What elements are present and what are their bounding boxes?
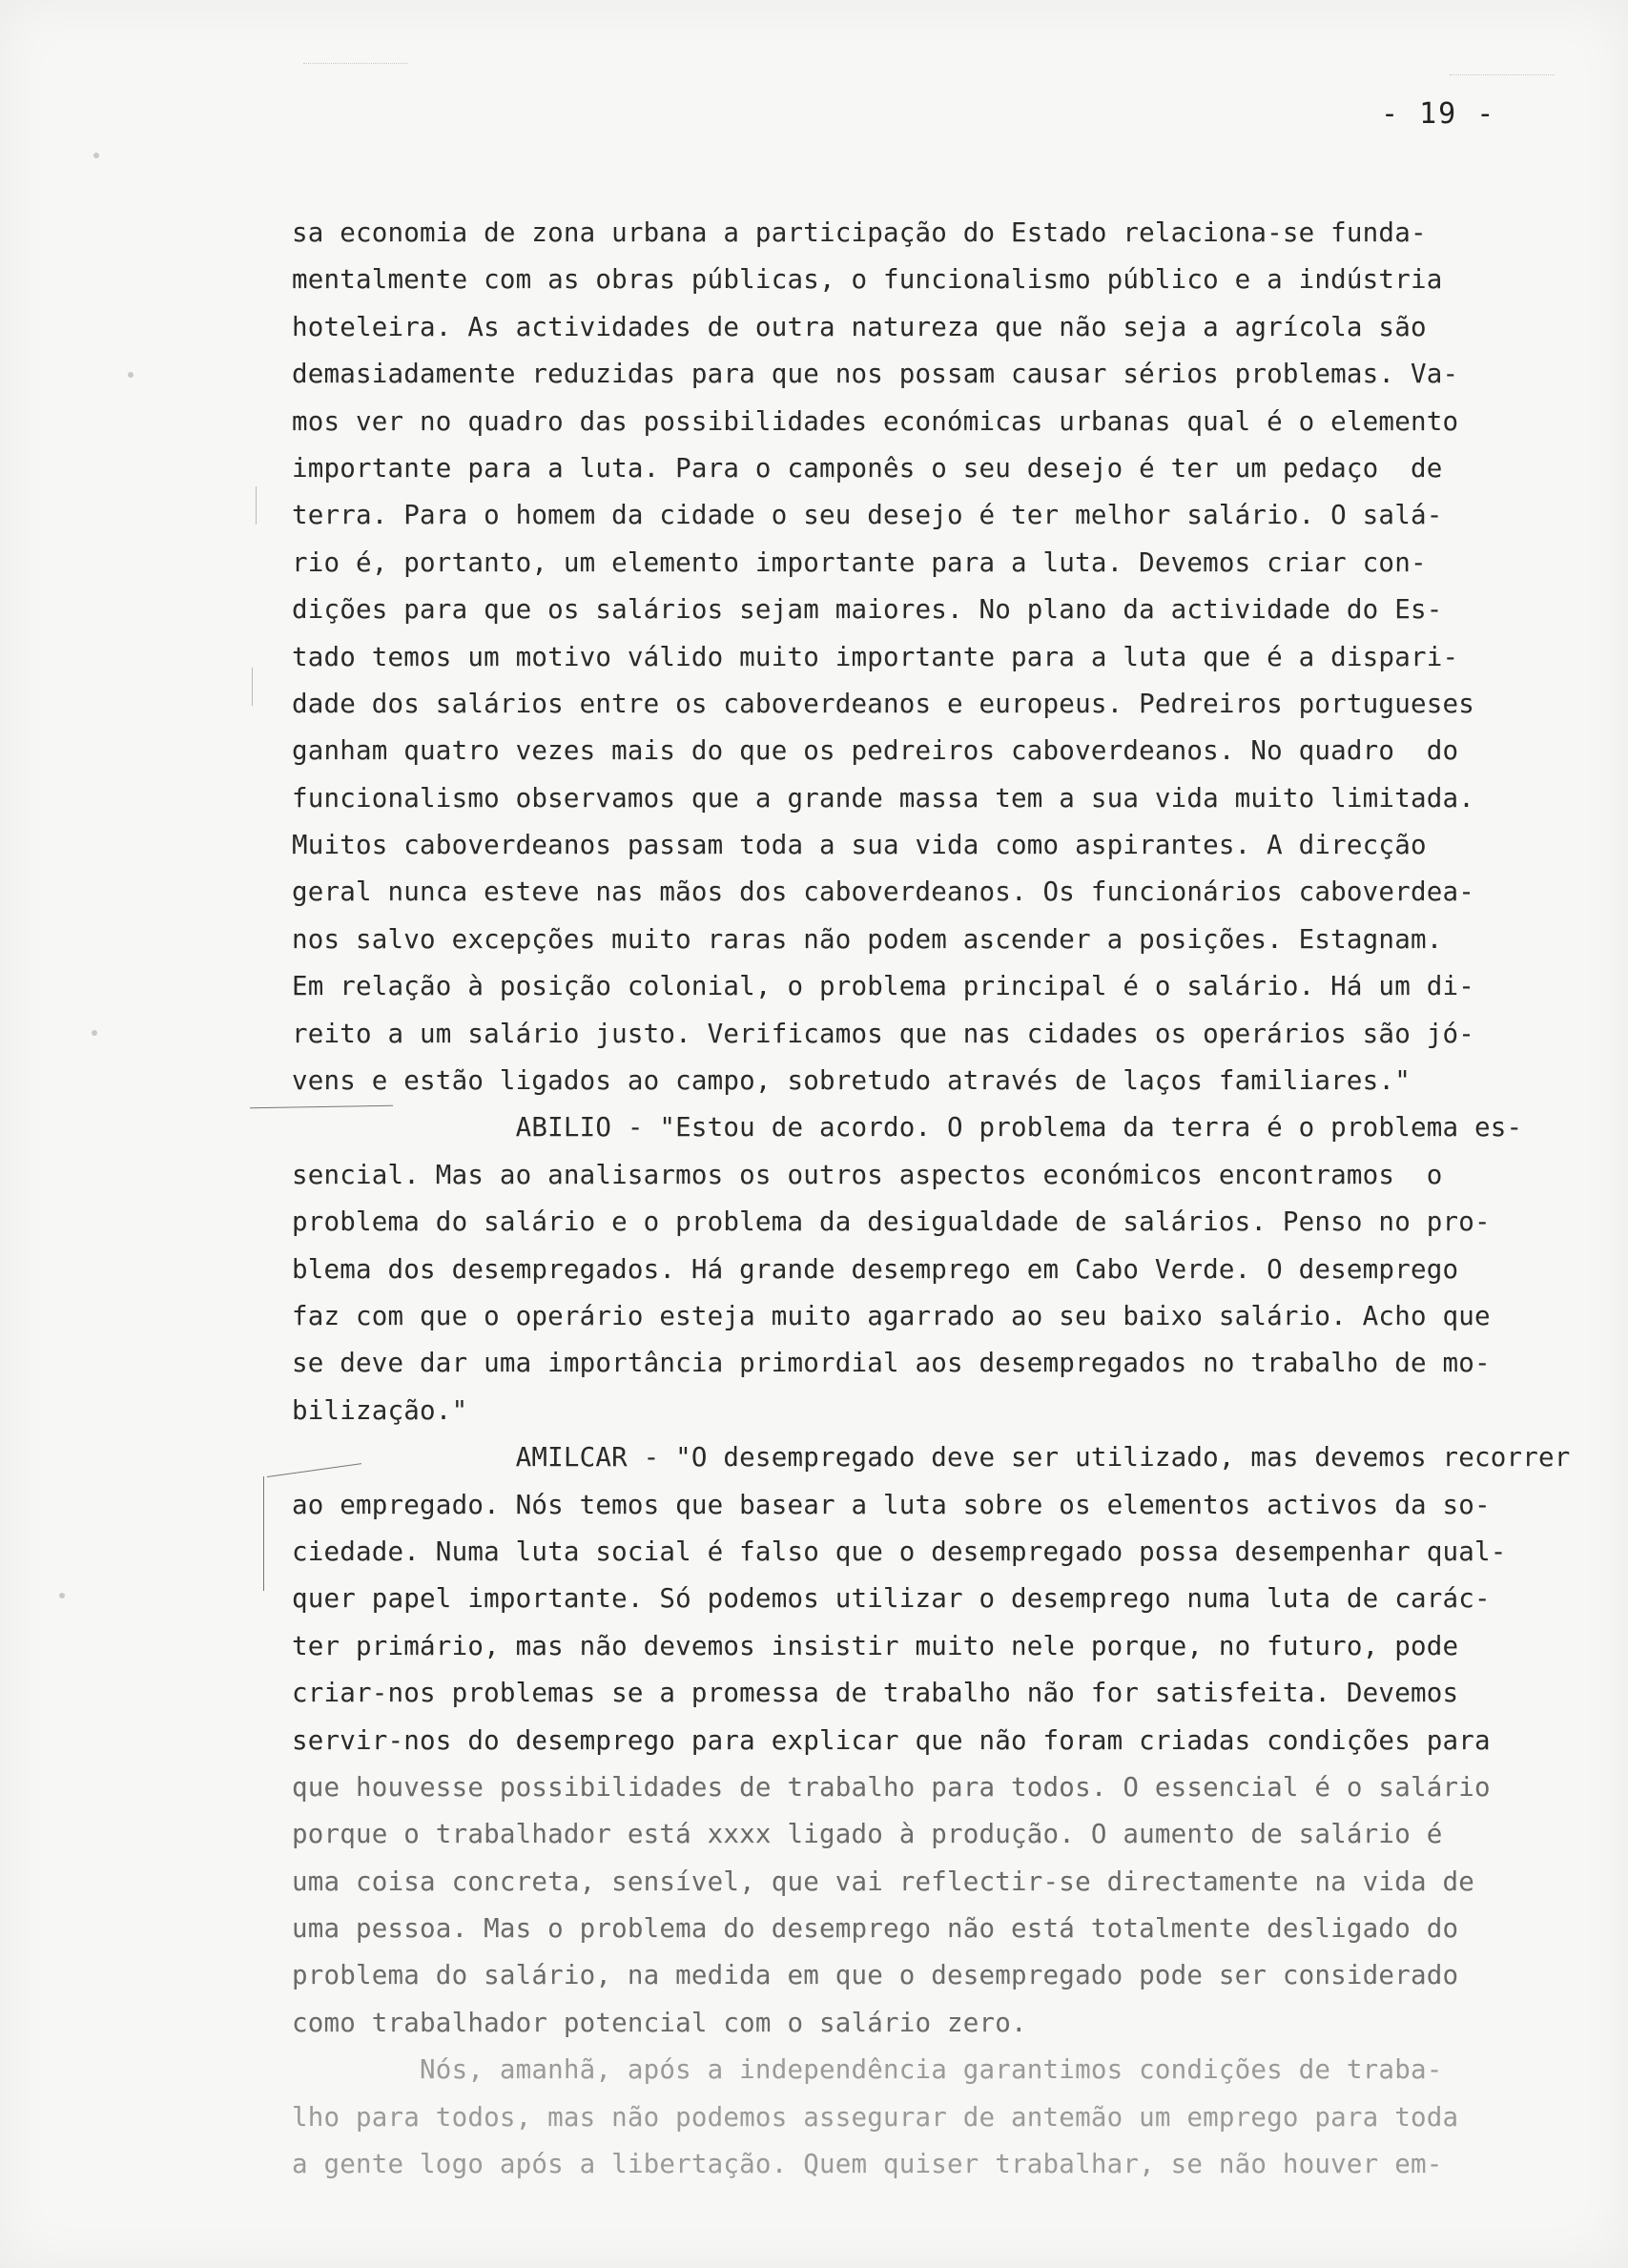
pen-mark bbox=[263, 1476, 266, 1591]
text-line: terra. Para o homem da cidade o seu desejo é ter melhor salário. O salá- bbox=[292, 500, 1443, 531]
scan-artifact bbox=[1450, 74, 1555, 85]
text-line: Nós, amanhã, após a independência garantimos condições de traba- bbox=[292, 2054, 1443, 2086]
text-line: ter primário, mas não devemos insistir muito nele porque, no futuro, pode bbox=[292, 1630, 1459, 1661]
text-line: funcionalismo observamos que a grande massa tem a sua vida muito limitada. bbox=[292, 782, 1474, 814]
pen-mark bbox=[256, 486, 258, 525]
text-line: importante para a luta. Para o camponês o seu desejo é ter um pedaço de bbox=[292, 452, 1443, 484]
text-line: blema dos desempregados. Há grande desemprego em Cabo Verde. O desemprego bbox=[292, 1253, 1459, 1285]
scan-artifact bbox=[303, 63, 408, 73]
text-line: sencial. Mas ao analisarmos os outros aspectos económicos encontramos o bbox=[292, 1159, 1443, 1190]
text-line: mos ver no quadro das possibilidades económicas urbanas qual é o elemento bbox=[292, 405, 1459, 437]
text-line: ganham quatro vezes mais do que os pedreiros caboverdeanos. No quadro do bbox=[292, 735, 1459, 767]
text-line: tado temos um motivo válido muito importante para a luta que é a dispari- bbox=[292, 641, 1459, 672]
text-line: quer papel importante. Só podemos utilizar o desemprego numa luta de carác- bbox=[292, 1583, 1491, 1615]
punch-mark bbox=[59, 1593, 65, 1598]
page-number: - 19 - bbox=[1381, 97, 1496, 131]
text-line: ao empregado. Nós temos que basear a luta sobre os elementos activos da so- bbox=[292, 1489, 1491, 1520]
text-line: ciedade. Numa luta social é falso que o desempregado possa desempenhar qual- bbox=[292, 1536, 1507, 1567]
text-line: AMILCAR - "O desempregado deve ser utilizado, mas devemos recorrer bbox=[292, 1442, 1571, 1474]
text-line: servir-nos do desemprego para explicar que não foram criadas condições para bbox=[292, 1724, 1491, 1756]
text-line: hoteleira. As actividades de outra natureza que não seja a agrícola são bbox=[292, 311, 1427, 342]
text-line: sa economia de zona urbana a participação do Estado relaciona-se funda- bbox=[292, 217, 1427, 248]
text-line: Em relação à posição colonial, o problema principal é o salário. Há um di- bbox=[292, 971, 1474, 1002]
text-line: uma coisa concreta, sensível, que vai reflectir-se directamente na vida de bbox=[292, 1866, 1474, 1897]
text-line: rio é, portanto, um elemento importante para a luta. Devemos criar con- bbox=[292, 546, 1427, 578]
text-line: demasiadamente reduzidas para que nos possam causar sérios problemas. Va- bbox=[292, 359, 1459, 390]
body-text bbox=[292, 210, 1589, 2188]
text-line: vens e estão ligados ao campo, sobretudo através de laços familiares." bbox=[292, 1065, 1411, 1097]
text-line: reito a um salário justo. Verificamos que nas cidades os operários são jó- bbox=[292, 1018, 1474, 1049]
text-line: criar-nos problemas se a promessa de trabalho não for satisfeita. Devemos bbox=[292, 1678, 1459, 1709]
text-line: problema do salário e o problema da desigualdade de salários. Penso no pro- bbox=[292, 1206, 1491, 1238]
text-line: como trabalhador potencial com o salário zero. bbox=[292, 2007, 1027, 2038]
text-line: porque o trabalhador está xxxx ligado à produção. O aumento de salário é bbox=[292, 1819, 1443, 1850]
text-line: que houvesse possibilidades de trabalho para todos. O essencial é o salário bbox=[292, 1771, 1491, 1803]
text-line: uma pessoa. Mas o problema do desemprego não está totalmente desligado do bbox=[292, 1913, 1459, 1945]
text-line: mentalmente com as obras públicas, o funcionalismo público e a indústria bbox=[292, 264, 1443, 296]
punch-mark bbox=[93, 153, 99, 158]
punch-mark bbox=[128, 372, 134, 378]
text-line: Muitos caboverdeanos passam toda a sua vida como aspirantes. A direcção bbox=[292, 830, 1427, 861]
text-line: geral nunca esteve nas mãos dos caboverdeanos. Os funcionários caboverdea- bbox=[292, 876, 1474, 908]
text-line: se deve dar uma importância primordial aos desempregados no trabalho de mo- bbox=[292, 1348, 1491, 1379]
text-line: nos salvo excepções muito raras não podem ascender a posições. Estagnam. bbox=[292, 923, 1443, 955]
text-line: problema do salário, na medida em que o desempregado pode ser considerado bbox=[292, 1960, 1459, 1991]
text-line: bilização." bbox=[292, 1394, 468, 1426]
text-line: lho para todos, mas não podemos assegurar de antemão um emprego para toda bbox=[292, 2101, 1459, 2133]
text-line: a gente logo após a libertação. Quem quiser trabalhar, se não houver em- bbox=[292, 2149, 1443, 2180]
text-line: ABILIO - "Estou de acordo. O problema da terra é o problema es- bbox=[292, 1112, 1523, 1144]
text-line: dade dos salários entre os caboverdeanos e europeus. Pedreiros portugueses bbox=[292, 688, 1474, 719]
punch-mark bbox=[92, 1030, 97, 1036]
text-line: faz com que o operário esteja muito agarrado ao seu baixo salário. Acho que bbox=[292, 1300, 1491, 1331]
pen-mark bbox=[252, 668, 255, 706]
text-line: dições para que os salários sejam maiores. No plano da actividade do Es- bbox=[292, 594, 1443, 626]
